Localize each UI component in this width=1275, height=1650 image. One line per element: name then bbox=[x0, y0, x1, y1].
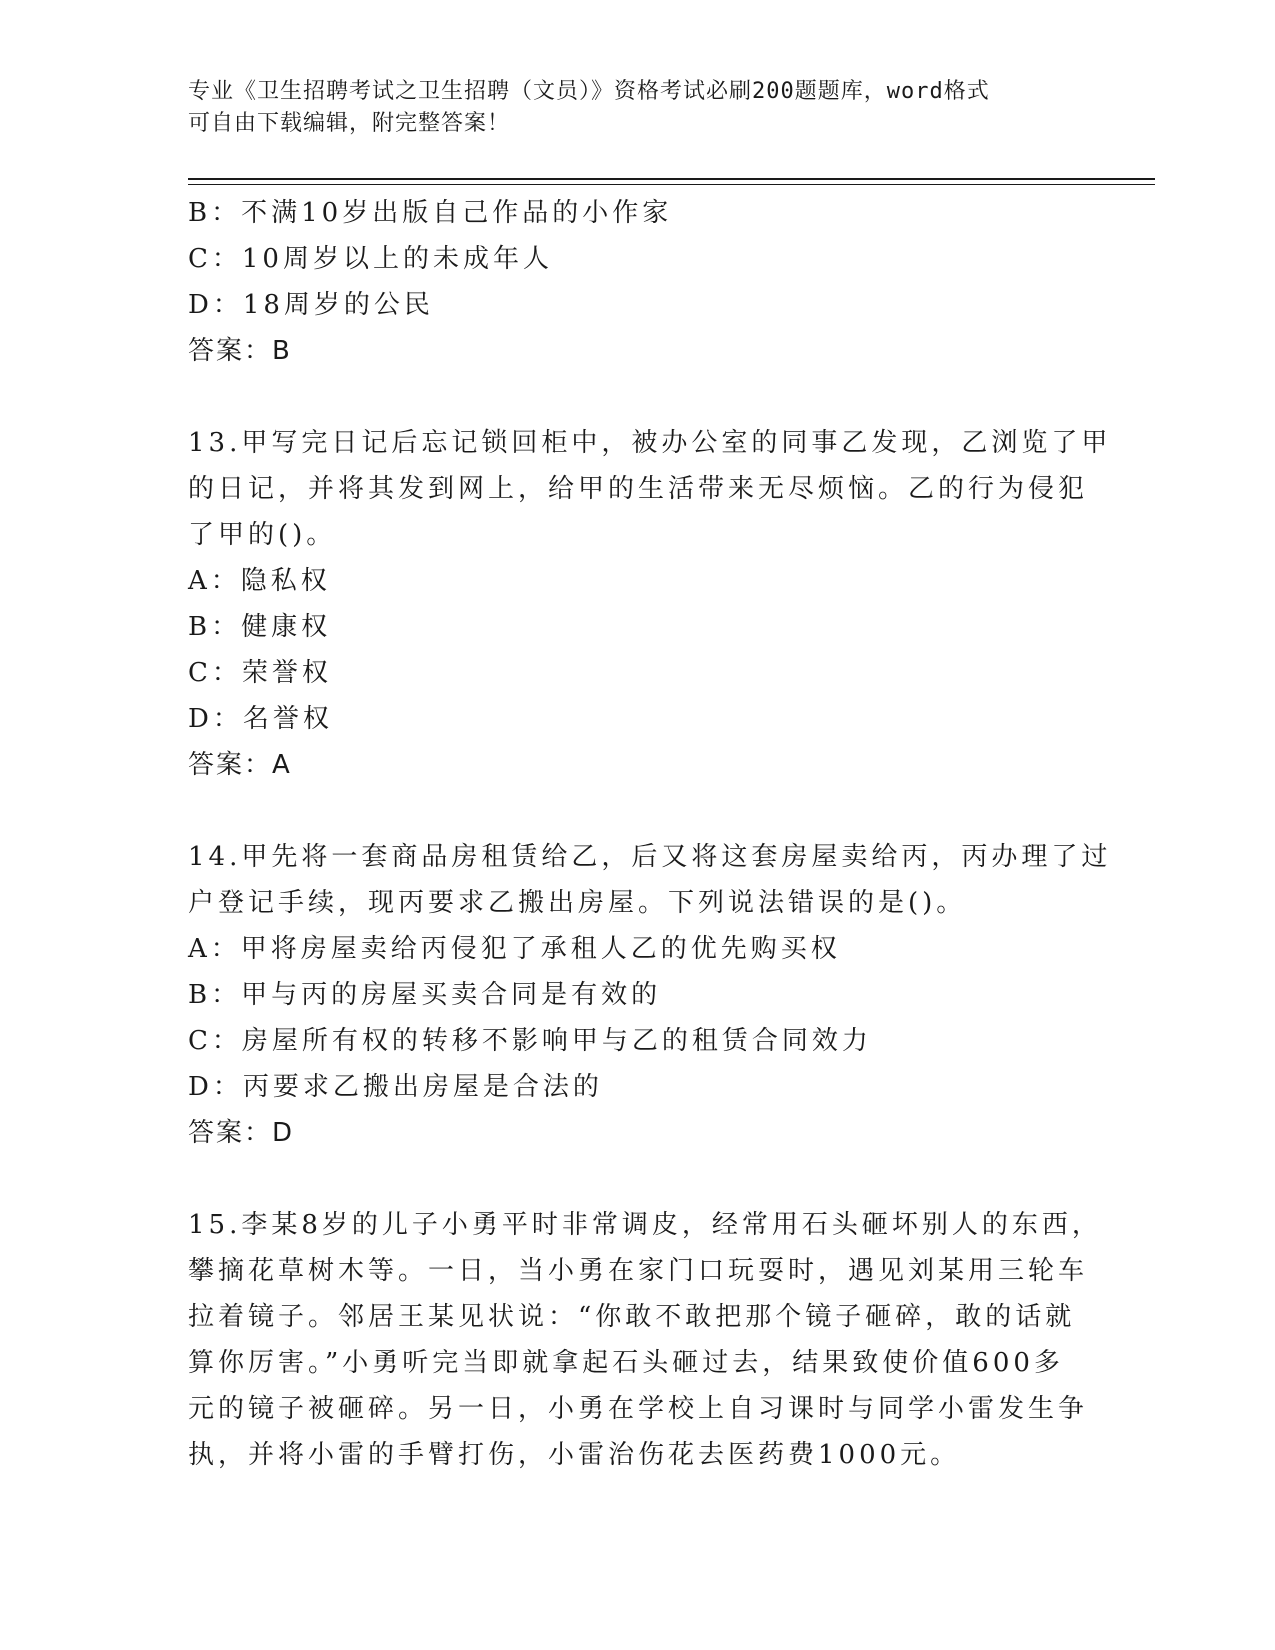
question-15 bbox=[188, 1202, 1102, 1478]
stem-line: 攀摘花草树木等。一日，当小勇在家门口玩耍时，遇见刘某用三轮车 bbox=[188, 1256, 1089, 1286]
option-d: D：丙要求乙搬出房屋是合法的 bbox=[188, 1072, 603, 1102]
header-divider-thick bbox=[188, 178, 1155, 180]
option-a: A：隐私权 bbox=[188, 566, 331, 596]
option-b: B：健康权 bbox=[188, 612, 332, 642]
option-b: B：甲与丙的房屋买卖合同是有效的 bbox=[188, 980, 662, 1010]
document-header bbox=[188, 76, 1088, 140]
answer: 答案：A bbox=[188, 750, 292, 780]
option-b: B：不满10岁出版自己作品的小作家 bbox=[188, 198, 673, 228]
stem-line: 元的镜子被砸碎。另一日，小勇在学校上自习课时与同学小雷发生争 bbox=[188, 1394, 1089, 1424]
question-stem bbox=[188, 1202, 1102, 1478]
stem-line: 的日记，并将其发到网上，给甲的生活带来无尽烦恼。乙的行为侵犯 bbox=[188, 474, 1089, 504]
answer: 答案：B bbox=[188, 336, 292, 366]
option-c: C：房屋所有权的转移不影响甲与乙的租赁合同效力 bbox=[188, 1026, 872, 1056]
stem-line: 户登记手续，现丙要求乙搬出房屋。下列说法错误的是()。 bbox=[188, 888, 967, 918]
stem-line: 15.李某8岁的儿子小勇平时非常调皮，经常用石头砸坏别人的东西， bbox=[188, 1210, 1102, 1240]
question-stem bbox=[188, 420, 1112, 558]
answer: 答案：D bbox=[188, 1118, 295, 1148]
stem-line: 了甲的()。 bbox=[188, 520, 337, 550]
stem-line: 拉着镜子。邻居王某见状说：“你敢不敢把那个镜子砸碎，敢的话就 bbox=[188, 1302, 1076, 1332]
stem-line: 执，并将小雷的手臂打伤，小雷治伤花去医药费1000元。 bbox=[188, 1440, 961, 1470]
option-c: C：荣誉权 bbox=[188, 658, 332, 688]
question-stem bbox=[188, 834, 1112, 926]
option-d: D：名誉权 bbox=[188, 704, 333, 734]
question-12 bbox=[188, 190, 1078, 374]
header-divider-thin bbox=[188, 184, 1155, 185]
stem-line: 13.甲写完日记后忘记锁回柜中，被办公室的同事乙发现，乙浏览了甲 bbox=[188, 428, 1112, 458]
option-c: C：10周岁以上的未成年人 bbox=[188, 244, 553, 274]
header-line-1: 专业《卫生招聘考试之卫生招聘（文员）》资格考试必刷200题题库，word格式 bbox=[188, 79, 990, 104]
question-13 bbox=[188, 420, 1112, 788]
question-14 bbox=[188, 834, 1112, 1156]
stem-line: 算你厉害。”小勇听完当即就拿起石头砸过去，结果致使价值600多 bbox=[188, 1348, 1064, 1378]
document-body bbox=[188, 190, 1112, 1478]
header-line-2: 可自由下载编辑，附完整答案！ bbox=[188, 111, 511, 136]
option-a: A：甲将房屋卖给丙侵犯了承租人乙的优先购买权 bbox=[188, 934, 841, 964]
option-d: D：18周岁的公民 bbox=[188, 290, 434, 320]
stem-line: 14.甲先将一套商品房租赁给乙，后又将这套房屋卖给丙，丙办理了过 bbox=[188, 842, 1112, 872]
